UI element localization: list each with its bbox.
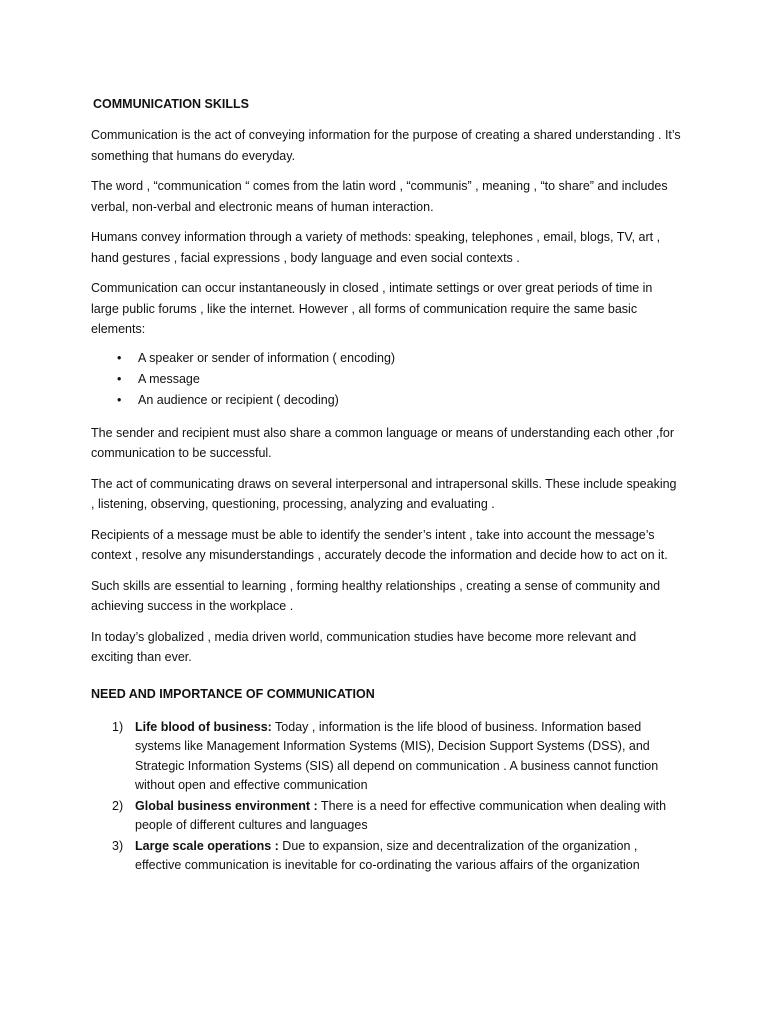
paragraph: Recipients of a message must be able to identify the sender’s intent , take into account the message’s context , resolve any misunderstandings , accurately decode the information and decide how to act on it. [91, 527, 668, 562]
paragraph: The word , “communication “ comes from the latin word , “communis” , meaning , “to share” and includes verbal, non-verbal and electronic means of human interaction. [91, 179, 668, 214]
document-body [91, 94, 681, 877]
item-text: Today , information is the life blood of business. Information based systems like Management Information Systems (MIS), Decision Support Systems (DSS), and Strategic Information Systems (SIS) all depend on communication . A business cannot function without open and effective communication [135, 719, 659, 792]
bullet-text: A speaker or sender of information ( encoding) [138, 350, 396, 365]
item-number: 2) [112, 798, 124, 813]
item-number: 3) [112, 838, 124, 853]
need-numbered-list [91, 718, 681, 876]
bullet-text: A message [138, 371, 200, 386]
item-text: There is a need for effective communication when dealing with people of different cultures and languages [135, 798, 667, 832]
item-text: Due to expansion, size and decentralization of the organization , effective communication is inevitable for co-ordinating the various affairs of the organization [135, 838, 640, 872]
numbered-item [91, 718, 681, 796]
bullet-text: An audience or recipient ( decoding) [138, 392, 339, 407]
paragraph: Humans convey information through a variety of methods: speaking, telephones , email, blogs, TV, art , hand gestures , facial expressions , body language and even social contexts . [91, 230, 661, 265]
numbered-item [91, 837, 681, 876]
paragraph: Communication can occur instantaneously in closed , intimate settings or over great periods of time in large public forums , like the internet. However , all forms of communication require the same basic elements: [91, 281, 653, 336]
paragraph: Such skills are essential to learning , forming healthy relationships , creating a sense of community and achieving success in the workplace . [91, 578, 661, 613]
elements-bullet-list [91, 348, 681, 411]
section-heading: NEED AND IMPORTANCE OF COMMUNICATION [91, 686, 375, 701]
numbered-item [91, 797, 681, 836]
bullet-icon: • [117, 350, 122, 365]
bullet-item [91, 390, 681, 411]
paragraph: Communication is the act of conveying information for the purpose of creating a shared understanding . It’s something that humans do everyday. [91, 128, 681, 163]
item-number: 1) [112, 719, 124, 734]
paragraph: In today’s globalized , media driven world, communication studies have become more relevant and exciting than ever. [91, 629, 637, 664]
paragraph: The act of communicating draws on several interpersonal and intrapersonal skills. These include speaking , listening, observing, questioning, processing, analyzing and evaluating . [91, 476, 677, 511]
bullet-item [91, 348, 681, 369]
paragraph: The sender and recipient must also share a common language or means of understanding each other ,for communication to be successful. [91, 425, 674, 460]
document-title: COMMUNICATION SKILLS [93, 97, 250, 111]
item-label: Large scale operations : [135, 838, 279, 853]
item-label: Life blood of business: [135, 719, 272, 734]
bullet-item [91, 369, 681, 390]
bullet-icon: • [117, 392, 122, 407]
bullet-icon: • [117, 371, 122, 386]
item-label: Global business environment : [135, 798, 318, 813]
